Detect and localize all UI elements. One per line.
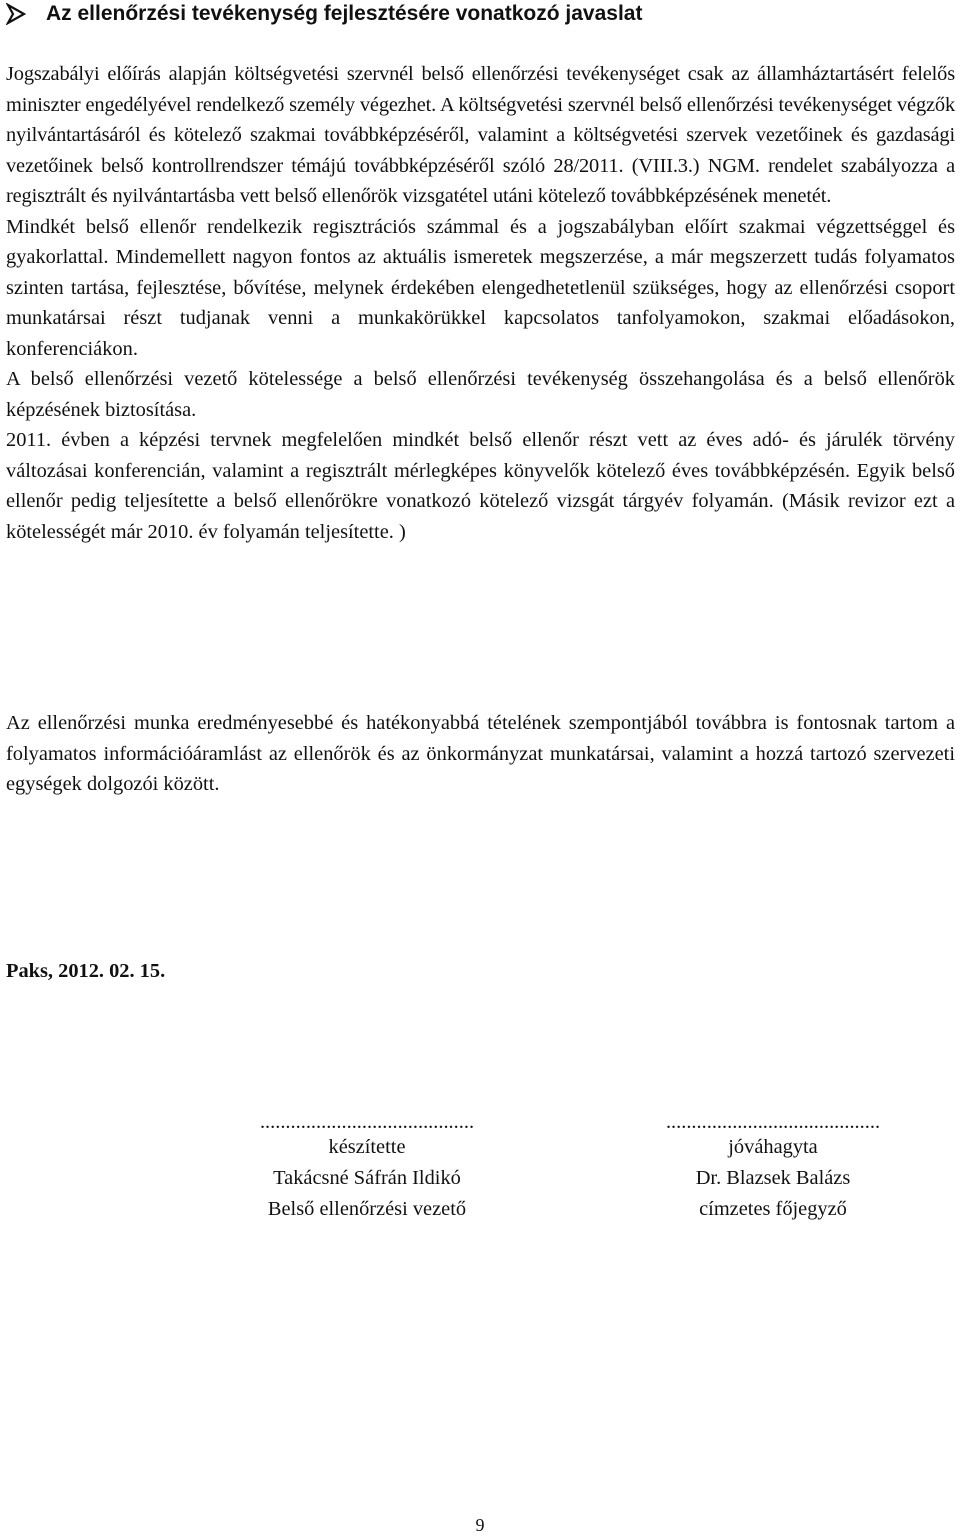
signature-right bbox=[628, 1112, 918, 1225]
closing-text-block bbox=[6, 708, 955, 800]
signature-name: Takácsné Sáfrán Ildikó bbox=[273, 1167, 461, 1189]
arrow-right-bullet-icon bbox=[6, 0, 28, 28]
signature-left bbox=[222, 1112, 512, 1225]
place-date: Paks, 2012. 02. 15. bbox=[6, 960, 166, 982]
signature-name: Dr. Blazsek Balázs bbox=[695, 1167, 851, 1189]
signature-title: Belső ellenőrzési vezető bbox=[267, 1198, 467, 1220]
paragraph-legal-requirement: Jogszabályi előírás alapján költségvetési szervnél belső ellenőrzési tevékenységet csak az államháztartásért felelős miniszter engedélyével rendelkező személy végezhet. A költségvetési szervnél belső ellenőrzési tevékenységet végzők nyilvántartásáról és kötelező szakmai továbbképzéséről, valamint a költségvetési szervek vezetőinek és gazdasági vezetőinek belső kontrollrendszer témájú továbbképzéséről szóló 28/2011. (VIII.3.) NGM. rendelet szabályozza a regisztrált és nyilvántartásba vett belső ellenőrök vizsgatétel utáni kötelező továbbképzésének menetét. bbox=[6, 63, 955, 207]
page-number: 9 bbox=[475, 1515, 485, 1535]
section-heading bbox=[6, 0, 956, 28]
signature-role: készítette bbox=[328, 1136, 406, 1158]
signature-role: jóváhagyta bbox=[728, 1136, 818, 1158]
signature-line: .......................................... bbox=[259, 1111, 475, 1133]
paragraph-leader-duty: A belső ellenőrzési vezető kötelessége a belső ellenőrzési tevékenység összehangolása és a belső ellenőrök képzésének biztosítása. bbox=[6, 368, 955, 421]
signature-line: .......................................... bbox=[665, 1111, 881, 1133]
body-text-block bbox=[6, 59, 955, 547]
paragraph-information-flow: Az ellenőrzési munka eredményesebbé és hatékonyabbá tételének szempontjából továbbra is fontosnak tartom a folyamatos információáramlást az ellenőrök és az önkormányzat munkatársai, valamint a hozzá tartozó szervezeti egységek dolgozói között. bbox=[6, 712, 955, 795]
section-heading-text: Az ellenőrzési tevékenység fejlesztésére vonatkozó javaslat bbox=[46, 2, 643, 25]
paragraph-training-2011: 2011. évben a képzési tervnek megfelelően mindkét belső ellenőr részt vett az éves adó- és járulék törvény változásai konferencián, valamint a regisztrált mérlegképes könyvelők kötelező éves továbbképzésén. Egyik belső ellenőr pedig teljesítette a belső ellenőrökre vonatkozó kötelező vizsgát tárgyév folyamán. (Másik revizor ezt a kötelességét már 2010. év folyamán teljesítette. ) bbox=[6, 429, 955, 543]
signature-title: címzetes főjegyző bbox=[699, 1198, 847, 1220]
paragraph-qualifications: Mindkét belső ellenőr rendelkezik regisztrációs számmal és a jogszabályban előírt szakmai végzettséggel és gyakorlattal. Mindemellett nagyon fontos az aktuális ismeretek megszerzése, a már megszerzett tudás folyamatos szinten tartása, fejlesztése, bővítése, melynek érdekében elengedhetetlenül szükséges, hogy az ellenőrzési csoport munkatársai részt tudjanak venni a munkakörükkel kapcsolatos tanfolyamokon, szakmai előadásokon, konferenciákon. bbox=[6, 215, 955, 360]
